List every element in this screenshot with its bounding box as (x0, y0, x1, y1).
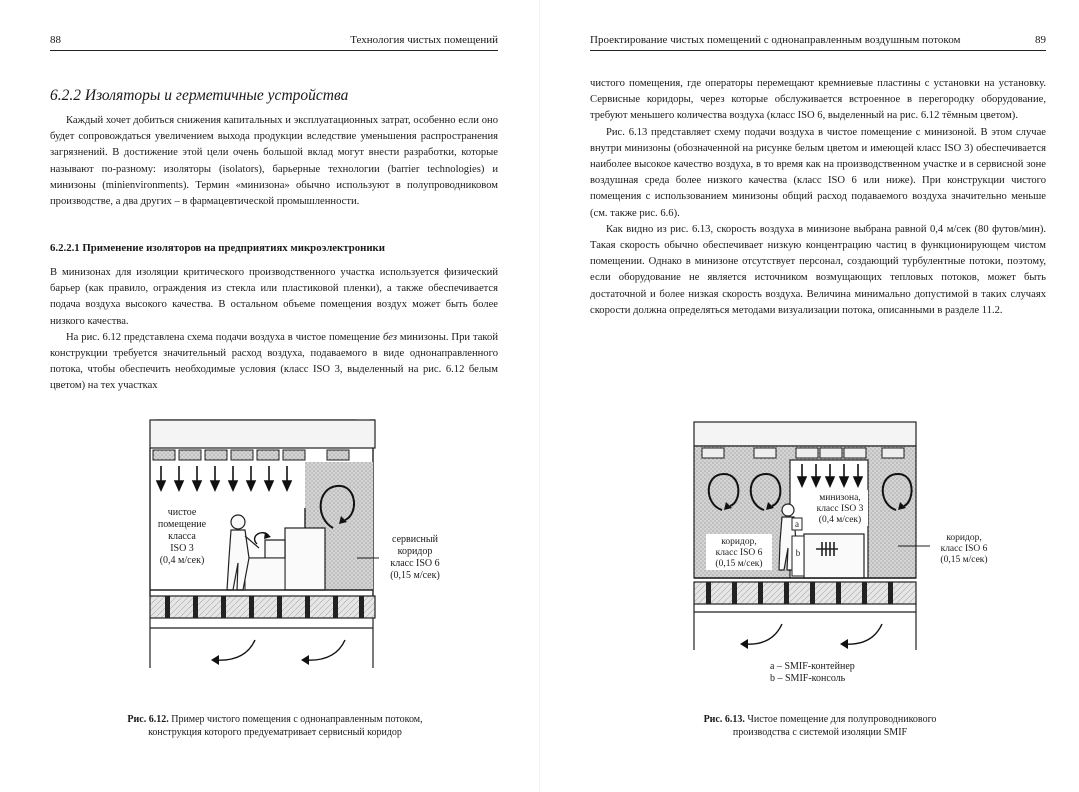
label-service-line: (0,15 м/сек) (390, 570, 440, 581)
return-air-arrow (744, 624, 782, 644)
subsection-title: 6.2.2.1 Применение изоляторов на предприятиях микроэлектроники (50, 242, 385, 254)
label-corridor-right-line: класс ISO 6 (940, 544, 988, 554)
label-clean-line: чистое (167, 507, 197, 518)
emphasis-text: без (382, 331, 397, 343)
page-header (590, 34, 1046, 51)
label-corridor-left-line: (0,15 м/сек) (715, 559, 763, 569)
return-air-arrow (215, 640, 255, 660)
figure-caption (610, 713, 1030, 739)
label-minizone-line: класс ISO 3 (816, 504, 864, 514)
process-equipment (285, 528, 325, 590)
page-number: 88 (50, 34, 61, 46)
caption-line: конструкция которого предуематривает сервисный коридор (148, 727, 402, 738)
label-minizone-line: минизона, (819, 493, 861, 503)
paragraph (50, 330, 498, 395)
downflow-arrows (157, 466, 291, 490)
label-clean-line: класса (168, 531, 196, 542)
label-service-line: коридор (397, 546, 433, 557)
body-text-block (50, 265, 498, 395)
figure-6-12 (145, 418, 475, 673)
ceiling-plenum (694, 422, 916, 446)
ceiling-plenum (150, 420, 375, 448)
section-title: 6.2.2 Изоляторы и герметичные устройства (50, 87, 349, 104)
raised-floor (694, 582, 916, 604)
raised-floor (150, 596, 375, 618)
label-clean-line: помещение (157, 519, 207, 530)
marker-b: b (795, 548, 801, 558)
paragraph-text: На рис. 6.12 представлена схема подачи воздуха в чистое помещение (66, 331, 383, 343)
right-page (540, 0, 1079, 792)
label-clean-line: ISO 3 (170, 543, 194, 554)
caption-line (60, 713, 490, 726)
label-service-line: класс ISO 6 (390, 558, 440, 569)
paragraph: Каждый хочет добиться снижения капитальных и эксплуатационных затрат, особенно если оно будет сопровождаться увеличением выхода продукции вследствие уменьшения распространения загрязнений. В достижение этой цели очень большой вклад могут внести разработки, которые называют по-разному: изоляторы (isolators), барьерные технологии (barrier technologies) и минизоны (minienvironments). Термин «минизона» обычно используют в полупроводниковом производстве, а два других – в фармацевтической промышленности. (50, 115, 498, 208)
caption-line (610, 713, 1030, 726)
caption-line: производства с системой изоляции SMIF (732, 727, 908, 738)
figure-legend (770, 661, 940, 685)
paragraph-text: минизоны. При такой конструкции требуется значительный расход воздуха, подаваемого в виде однонаправленного потока, чтобы обеспечить необходимые условия (класс ISO 3, выделенный на рис. 6.12 белым цветом) на тех участках (50, 331, 498, 392)
label-clean-line: (0,4 м/сек) (159, 555, 205, 566)
label-corridor-left-line: коридор, (721, 537, 757, 547)
paragraph: Рис. 6.13 представляет схему подачи воздуха в чистое помещение с минизоной. В этом случае внутри минизоны (обозначенной на рисунке белым цветом и имеющей класс ISO 3) обеспечивается наиболее высокое качество воздуха, в то время как на производственном участке и в сервисной зоне воздушная среда более низкого качества (класс ISO 6 или ниже). При конструкции чистого помещения с использованием минизоны общий расход подаваемого воздуха значительно меньше (см. также рис. 6.6). (590, 126, 1046, 219)
legend-item: a – SMIF-контейнер (770, 661, 855, 672)
running-head: Проектирование чистых помещений с однонаправленным воздушным потоком (590, 34, 961, 46)
label-corridor-right-line: (0,15 м/сек) (940, 555, 988, 565)
body-text-block (50, 113, 498, 210)
legend-item: b – SMIF-консоль (770, 673, 846, 684)
paragraph: Как видно из рис. 6.13, скорость воздуха в минизоне выбрана равной 0,4 м/сек (80 футов/мин). Такая скорость обычно обеспечивает низкую концентрацию частиц в функционирующем чистом помещении. Однако в минизоне отсутствует персонал, создающий турбулентные потоки, поэтому, если оборудование не является источником возмущающих тепловых потоков, может быть достаточной и более низкая скорость воздуха. Величина минимально допустимой в таких случаях скорости должна определяться методами визуализации потока, описанными в разделе 11.2. (590, 223, 1046, 316)
running-head: Технология чистых помещений (350, 34, 498, 46)
return-air-arrow (305, 640, 345, 660)
return-air-arrow (844, 624, 882, 644)
label-corridor-left-line: класс ISO 6 (715, 548, 763, 558)
label-minizone-line: (0,4 м/сек) (818, 515, 862, 525)
body-text-block (590, 76, 1046, 319)
caption-text: Пример чистого помещения с однонаправленным потоком, (168, 714, 423, 725)
cleanroom-diagram (145, 418, 475, 673)
figure-6-13 (692, 418, 1004, 663)
marker-a: a (795, 519, 799, 529)
label-service-line: сервисный (392, 534, 438, 545)
figure-caption (60, 713, 490, 739)
hepa-filters (153, 450, 349, 460)
paragraph: В минизонах для изоляции критического производственного участка используется физический барьер (как правило, ограждения из стекла или пластиковой пленки), а также обеспечивается подача воздуха высокого качества. В остальном объеме помещения воздух может быть более низкого качества. (50, 267, 498, 327)
paragraph: чистого помещения, где операторы перемещают кремниевые пластины с установки на установку. Сервисные коридоры, через которые обслуживается встроенное в перегородку оборудование, требуют меньшего количества воздуха (класс ISO 6, выделенный на рис. 6.12 тёмным цветом). (590, 78, 1046, 122)
page-number: 89 (1035, 34, 1046, 46)
page-header (50, 34, 498, 51)
caption-label: Рис. 6.13. (703, 714, 745, 725)
label-corridor-right-line: коридор, (946, 533, 982, 543)
caption-label: Рис. 6.12. (127, 714, 169, 725)
minienvironment-diagram (692, 418, 1004, 663)
caption-text: Чистое помещение для полупроводникового (744, 714, 937, 725)
